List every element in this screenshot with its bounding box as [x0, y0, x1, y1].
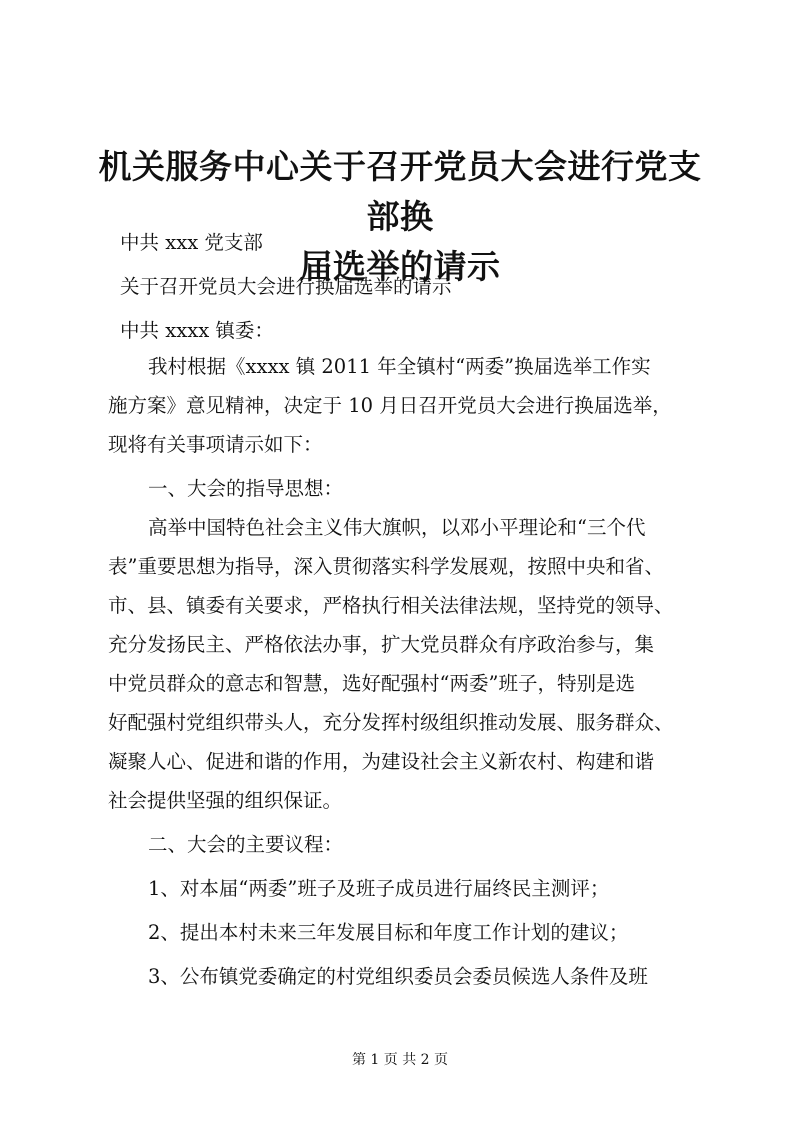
paragraph-line: 社会提供坚强的组织保证。 [108, 789, 343, 812]
paragraph-line: 充分发扬民主、严格依法办事，扩大党员群众有序政治参与，集 [108, 633, 655, 656]
paragraph-line: 表”重要思想为指导，深入贯彻落实科学发展观，按照中央和省、 [108, 555, 664, 578]
title-line-1: 机关服务中心关于召开党员大会进行党支部换 [98, 147, 702, 236]
recipient-line: 中共 xxxx 镇委： [120, 319, 274, 342]
subject-line: 关于召开党员大会进行换届选举的请示 [120, 275, 452, 298]
document-title [96, 142, 704, 292]
page-number: 第 1 页 共 2 页 [351, 1052, 449, 1068]
paragraph-line: 凝聚人心、促进和谐的作用，为建设社会主义新农村、构建和谐 [108, 750, 655, 773]
title-line-2: 届选举的请示 [299, 247, 501, 286]
paragraph-line: 现将有关事项请示如下： [108, 433, 323, 456]
section-heading: 二、大会的主要议程： [148, 833, 344, 856]
addressee-branch: 中共 xxx 党支部 [120, 231, 263, 254]
paragraph-line: 高举中国特色社会主义伟大旗帜，以邓小平理论和“三个代 [148, 516, 646, 539]
list-item: 2、提出本村未来三年发展目标和年度工作计划的建议； [148, 921, 629, 944]
paragraph-line: 市、县、镇委有关要求，严格执行相关法律法规，坚持党的领导、 [108, 594, 674, 617]
list-item: 1、对本届“两委”班子及班子成员进行届终民主测评； [148, 877, 610, 900]
section-heading: 一、大会的指导思想： [148, 477, 344, 500]
paragraph-line: 好配强村党组织带头人，充分发挥村级组织推动发展、服务群众、 [108, 711, 674, 734]
paragraph-line: 我村根据《xxxx 镇 2011 年全镇村“两委”换届选举工作实 [148, 355, 651, 378]
paragraph-line: 中党员群众的意志和智慧，选好配强村“两委”班子，特别是选 [108, 672, 635, 695]
list-item: 3、公布镇党委确定的村党组织委员会委员候选人条件及班 [148, 965, 648, 988]
paragraph-line: 施方案》意见精神，决定于 10 月日召开党员大会进行换届选举， [108, 394, 672, 417]
